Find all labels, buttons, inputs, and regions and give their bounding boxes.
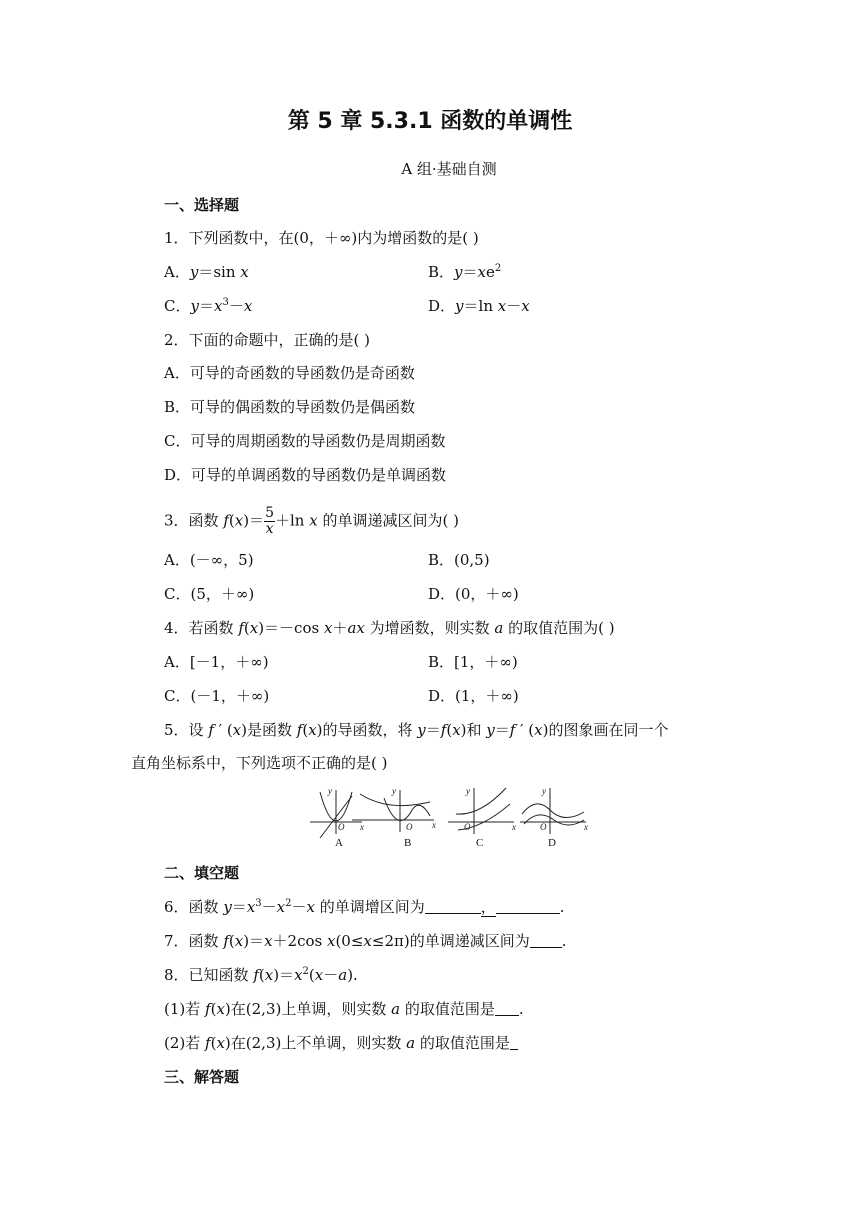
graph-d-origin: O xyxy=(540,822,547,832)
q4-stem: 4．若函数 f(x)＝－cos x＋ax 为增函数，则实数 a 的取值范围为( ) xyxy=(164,619,615,637)
graph-d-label: D xyxy=(548,837,556,849)
q4-option-c: C．(－1，＋∞) xyxy=(164,687,270,705)
graph-a xyxy=(310,790,362,838)
q3-option-a: A．(－∞，5) xyxy=(164,551,254,569)
page-title: 第 5 章 5.3.1 函数的单调性 xyxy=(287,109,573,134)
q5-figures xyxy=(308,782,598,856)
graph-d-y-label: y xyxy=(542,786,546,796)
q6-stem: 6．函数 $y=x^3-x^2-x$ 的单调增区间为 ， . xyxy=(164,898,565,916)
graph-b-label: B xyxy=(404,837,412,849)
q5-stem: 5．设 f ′ (x)是函数 f(x)的导函数，将 y＝f(x)和 y＝f ′ (x)的图象画在同一个 xyxy=(164,721,669,739)
q6-blank-2[interactable] xyxy=(496,899,560,914)
q2-option-c: C．可导的周期函数的导函数仍是周期函数 xyxy=(164,432,446,450)
q8-blank-1[interactable] xyxy=(495,1001,519,1016)
q1-option-b: B．$y=xe^2$ xyxy=(428,263,502,281)
graph-b xyxy=(352,790,434,832)
graph-c-y-label: y xyxy=(466,786,470,796)
q6-blank-1[interactable] xyxy=(425,899,481,914)
q2-option-b: B．可导的偶函数的导函数仍是偶函数 xyxy=(164,398,416,416)
q3-stem: 3．函数 f(x)＝ $\frac{5}{x}$ ＋ln x 的单调递减区间为( ) xyxy=(164,505,459,537)
q3-option-c: C．(5，＋∞) xyxy=(164,585,255,603)
section-heading-answer: 三、解答题 xyxy=(164,1068,240,1086)
graph-c-label: C xyxy=(476,837,484,849)
page-subtitle: A 组·基础自测 xyxy=(401,160,497,178)
q3-fraction: $\frac{5}{x}$ xyxy=(265,505,274,537)
q5-stem-line2: 直角坐标系中，下列选项不正确的是( ) xyxy=(131,754,388,772)
q1-option-d: D．y＝ln x－x xyxy=(428,297,530,315)
graph-b-x-label: x xyxy=(432,820,436,830)
graph-d xyxy=(520,788,586,834)
q2-option-a: A．可导的奇函数的导函数仍是奇函数 xyxy=(164,364,415,382)
graph-b-origin: O xyxy=(406,822,413,832)
graph-a-origin: O xyxy=(338,822,345,832)
q2-stem: 2．下面的命题中，正确的是( ) xyxy=(164,331,371,349)
graph-c xyxy=(448,788,514,834)
q8-part-2: (2)若 f(x)在(2,3)上不单调，则实数 a 的取值范围是 xyxy=(164,1033,518,1053)
q4-option-d: D．(1，＋∞) xyxy=(428,687,519,705)
graph-c-origin: O xyxy=(464,822,471,832)
q1-option-a: A．y＝sin x xyxy=(164,263,249,281)
q3-option-b: B．(0,5) xyxy=(428,551,490,569)
q7-blank[interactable] xyxy=(530,933,562,948)
q7-stem: 7．函数 f(x)＝x＋2cos x(0≤x≤2π)的单调递减区间为 . xyxy=(164,932,567,950)
graph-d-x-label: x xyxy=(584,822,588,832)
q4-option-b: B．[1，＋∞) xyxy=(428,653,518,671)
q3-option-d: D．(0，＋∞) xyxy=(428,585,519,603)
q4-option-a: A．[－1，＋∞) xyxy=(164,653,269,671)
graph-b-y-label: y xyxy=(392,786,396,796)
q8-stem: 8．已知函数 $f(x)=x^2(x-a)$. xyxy=(164,966,358,984)
graph-a-label: A xyxy=(335,837,343,849)
graph-c-x-label: x xyxy=(512,822,516,832)
q8-blank-2[interactable] xyxy=(510,1035,518,1050)
section-heading-fill: 二、填空题 xyxy=(164,864,240,882)
q1-stem: 1．下列函数中，在(0，＋∞)内为增函数的是( ) xyxy=(164,229,479,247)
section-heading-choice: 一、选择题 xyxy=(164,196,240,214)
q8-part-1: (1)若 f(x)在(2,3)上单调，则实数 a 的取值范围是 . xyxy=(164,1000,524,1018)
graph-a-x-label: x xyxy=(360,822,364,832)
graph-a-y-label: y xyxy=(328,786,332,796)
q2-option-d: D．可导的单调函数的导函数仍是单调函数 xyxy=(164,466,447,484)
q1-option-c: C．$y=x^3-x$ xyxy=(164,297,253,315)
